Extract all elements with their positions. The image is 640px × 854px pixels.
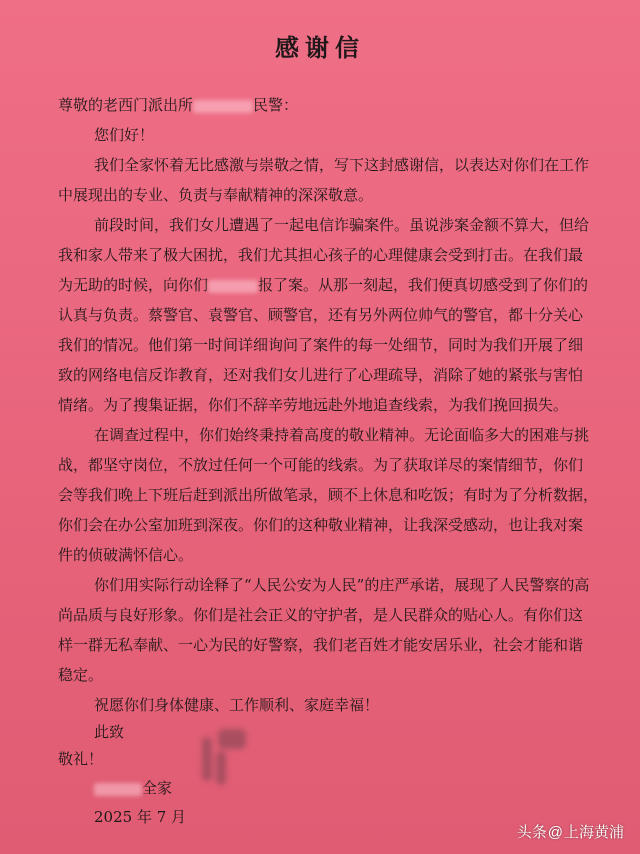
redacted-family-name-blur — [94, 783, 142, 796]
letter-title: 感谢信 — [275, 33, 365, 62]
paragraph-2-line: 情绪。为了搜集证据，你们不辞辛劳地远赴外地追查线索，为我们挽回损失。 — [58, 396, 569, 414]
paragraph-3-line: 会等我们晚上下班后赶到派出所做笔录，顾不上休息和吃饭；有时为了分析数据， — [58, 486, 599, 504]
paragraph-2-line — [58, 274, 640, 295]
paragraph-4-line: 样一群无私奉献、一心为民的好警察，我们老百姓才能安居乐业，社会才能和谐 — [58, 636, 584, 654]
paragraph-1-line: 中展现出的专业、负责与奉献精神的深深敬意。 — [58, 186, 374, 204]
source-watermark — [517, 821, 624, 842]
paragraph-4-line: 你们用实际行动诠释了“人民公安为人民”的庄严承诺，展现了人民警察的高 — [94, 576, 590, 594]
handwritten-signature-blur — [196, 727, 254, 789]
closing-wish: 祝愿你们身体健康、工作顺利、家庭幸福！ — [94, 696, 380, 714]
paragraph-4-line: 尚品质与良好形象。你们是社会正义的守护者，是人民群众的贴心人。有你们这 — [58, 606, 584, 624]
paragraph-3-line: 件的侦破满怀信心。 — [58, 546, 194, 564]
greeting: 您们好！ — [94, 126, 155, 144]
signature-line — [94, 777, 640, 798]
paragraph-3-line: 你们会在办公室加班到深夜。你们的这种敬业精神，让我深受感动，也让我对案 — [58, 516, 584, 534]
paragraph-2-line: 我和家人带来了极大困扰，我们尤其担心孩子的心理健康会受到打击。在我们最 — [58, 246, 584, 264]
paragraph-1-line: 我们全家怀着无比感激与崇敬之情，写下这封感谢信，以表达对你们在工作 — [94, 156, 590, 174]
watermark-part2: 上海黄浦 — [563, 824, 624, 841]
salutation-prefix: 尊敬的老西门派出所 — [58, 96, 194, 114]
paragraph-2-line: 我们的情况。他们第一时间详细询问了案件的每一处细节，同时为我们开展了细 — [58, 336, 584, 354]
salutation-line — [58, 94, 640, 115]
paragraph-2-line-before: 为无助的时候，向你们 — [58, 276, 209, 294]
paragraph-2-line: 前段时间，我们女儿遭遇了一起电信诈骗案件。虽说涉案金额不算大，但给 — [94, 216, 590, 234]
redacted-name-blur — [208, 280, 258, 293]
paragraph-4-line: 稳定。 — [58, 666, 104, 684]
redacted-station-blur — [193, 100, 253, 113]
paragraph-2-line: 认真与负责。蔡警官、袁警官、顾警官，还有另外两位帅气的警官，都十分关心 — [58, 306, 584, 324]
watermark-at: @ — [547, 824, 563, 841]
watermark-part1: 头条 — [516, 824, 547, 841]
letter-date: 2025 年 7 月 — [94, 808, 187, 826]
sign-family: 全家 — [142, 779, 173, 797]
closing-cizhi: 此致 — [94, 723, 125, 741]
salutation-suffix: 民警： — [253, 96, 299, 114]
paragraph-3-line: 战，都坚守岗位，不放过任何一个可能的线索。为了获取详尽的案情细节，你们 — [58, 456, 584, 474]
paragraph-3-line: 在调查过程中，你们始终秉持着高度的敬业精神。无论面临多大的困难与挑 — [94, 426, 590, 444]
paragraph-2-line: 致的网络电信反诈教育，还对我们女儿进行了心理疏导，消除了她的紧张与害怕 — [58, 366, 584, 384]
closing-jingli: 敬礼！ — [58, 750, 104, 768]
paragraph-2-line-after: 报了案。从那一刻起，我们便真切感受到了你们的 — [258, 276, 589, 294]
